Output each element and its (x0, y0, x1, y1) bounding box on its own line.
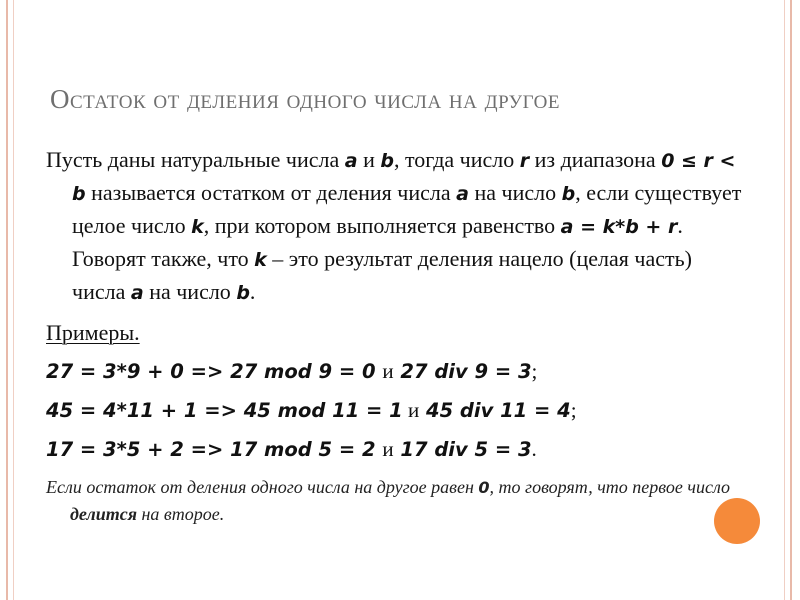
text-run: и (357, 147, 381, 172)
slide-body (46, 144, 746, 527)
equation: a = k*b + r (560, 216, 678, 238)
text-run: из диапазона (529, 147, 662, 172)
definition-paragraph (46, 144, 746, 309)
var-a: a (344, 150, 358, 172)
example-line-2 (46, 394, 746, 427)
example-conjunction: и (402, 398, 420, 422)
text-run: – это результат деления нацело (целая часть) числа (72, 246, 692, 304)
example-end: ; (531, 359, 538, 383)
var-k: k (191, 216, 204, 238)
text-run: Пусть даны натуральные числа (46, 147, 345, 172)
var-b: b (236, 282, 250, 304)
example-div: 45 div 11 = 4 (419, 399, 571, 422)
var-a: a (456, 183, 469, 205)
var-r: r (519, 150, 530, 172)
text-run: . (249, 279, 256, 304)
note-zero: 0 (478, 478, 490, 497)
text-run: на число (143, 279, 237, 304)
slide-title: Остаток от деления одного числа на другое (50, 84, 560, 114)
example-div: 17 div 5 = 3 (393, 438, 532, 461)
example-line-3 (46, 433, 746, 466)
example-mod: 45 = 4*11 + 1 => 45 mod 11 = 1 (46, 399, 403, 422)
note-bold-word: делится (70, 504, 137, 524)
example-mod: 27 = 3*9 + 0 => 27 mod 9 = 0 (46, 360, 383, 383)
var-b: b (380, 150, 394, 172)
example-mod: 17 = 3*5 + 2 => 17 mod 5 = 2 (46, 438, 383, 461)
text-run: называется остатком от деления числа (85, 180, 457, 205)
example-end: . (531, 437, 537, 461)
example-conjunction: и (382, 359, 394, 383)
text-run: на второе. (136, 504, 225, 524)
text-run: . Говорят также, что (72, 213, 683, 271)
var-a: a (130, 282, 144, 304)
example-div: 27 div 9 = 3 (393, 360, 532, 383)
range-expression: 0 ≤ r < b (72, 150, 736, 205)
example-end: ; (570, 398, 577, 422)
text-run: , если существует целое число (72, 180, 742, 238)
text-run: , то говорят, что первое число (489, 477, 731, 497)
text-run: , тогда число (393, 147, 520, 172)
decorative-orange-dot (714, 498, 760, 544)
var-k: k (254, 249, 267, 271)
text-run: Если остаток от деления одного числа на другое равен (46, 477, 479, 497)
text-run: , при котором выполняется равенство (203, 213, 561, 238)
var-b: b (561, 183, 576, 205)
text-run: на число (468, 180, 562, 205)
example-line-1 (46, 355, 746, 388)
examples-heading: Примеры. (46, 320, 140, 345)
example-conjunction: и (382, 437, 394, 461)
note-paragraph (46, 474, 746, 527)
